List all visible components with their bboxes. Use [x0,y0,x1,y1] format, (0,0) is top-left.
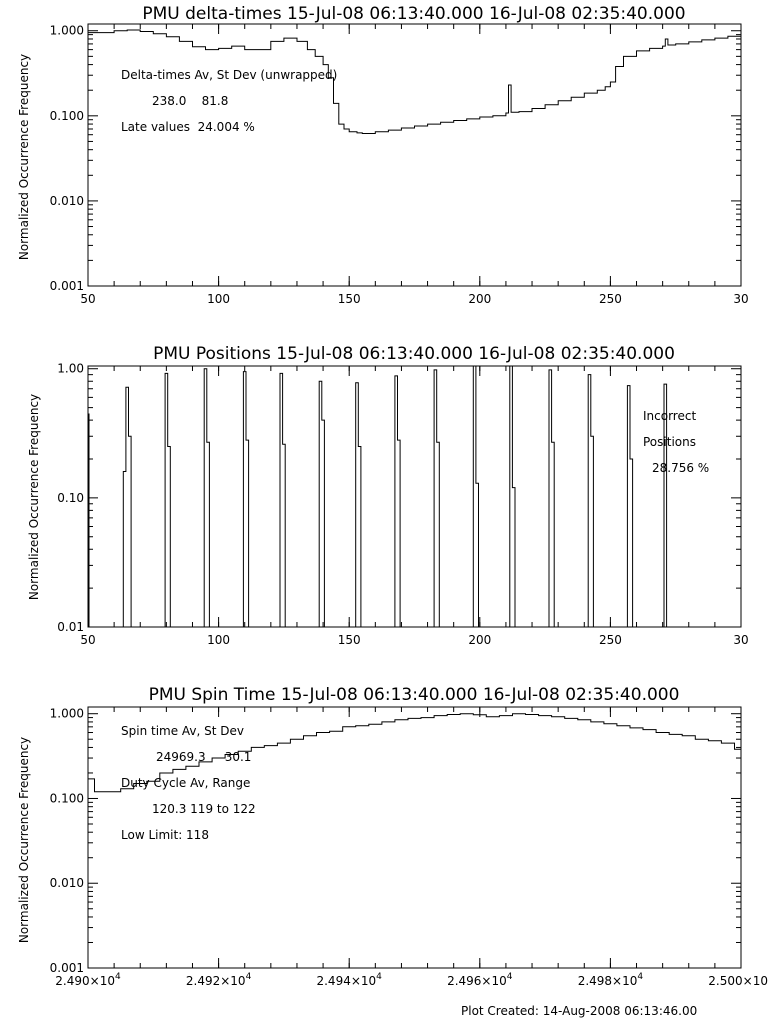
x-tick-label: $2.494\times 10^4$ [316,972,382,988]
plot-frame [88,366,741,627]
x-tick-label: 50 [80,633,96,647]
position-peak [317,381,325,627]
x-tick-label: $2.498\times 10^4$ [577,972,644,988]
annotation-line: Incorrect [643,409,697,423]
position-peak [353,383,361,627]
annotation-line: Spin time Av, St Dev [121,724,245,738]
annotation-line: 28.756 % [652,461,710,475]
chart-title: PMU delta-times 15-Jul-08 06:13:40.000 16-Jul-08 02:35:40.000 [142,4,686,24]
x-tick-label: 30 [733,633,749,647]
y-tick-label: 0.01 [57,620,84,634]
x-tick-label: 100 [207,633,231,647]
position-peak [163,373,171,627]
y-axis-label: Normalized Occurrence Frequency [27,393,41,601]
annotation-line: 24969.3 30.1 [156,750,252,764]
annotation-block [643,409,709,475]
position-peak [546,370,554,627]
y-tick-label: 0.001 [49,279,84,293]
y-axis-label: Normalized Occurrence Frequency [17,53,31,261]
y-tick-label: 0.100 [49,108,84,123]
annotation-line: 238.0 81.8 [152,94,229,108]
x-tick-label: 200 [468,292,492,306]
x-tick-label: 50 [80,292,96,306]
x-tick-label: $2.496\times 10^4$ [447,972,513,988]
position-peak [625,386,633,627]
delta-times-panel [17,4,749,306]
annotation-line: Low Limit: 118 [121,828,209,842]
x-tick-label: 250 [598,292,622,306]
y-tick-label: 0.100 [49,791,84,806]
annotation-block [121,68,337,134]
spin-time-panel [17,685,768,988]
annotation-line: Duty Cycle Av, Range [121,776,251,790]
x-tick-label: 250 [598,633,622,647]
annotation-line: Positions [643,435,696,449]
position-peak [471,366,479,627]
position-peak [586,375,594,627]
x-tick-label: 100 [207,292,231,306]
position-peak [392,376,400,627]
y-tick-label: 0.010 [49,876,84,891]
x-tick-label: $2.490\times 10^4$ [55,972,121,988]
position-peak [202,369,210,627]
edge-spike [89,414,91,627]
y-tick-label: 1.00 [57,361,84,376]
annotation-line: Delta-times Av, St Dev (unwrapped) [121,68,338,82]
y-tick-label: 1.000 [49,23,84,38]
x-tick-label: 200 [468,633,492,647]
position-peak [277,373,285,627]
y-axis-label: Normalized Occurrence Frequency [17,736,31,944]
x-tick-label: 150 [337,292,361,306]
x-tick-label: 150 [337,633,361,647]
x-tick-label: $2.492\times 10^4$ [185,972,252,988]
annotation-line: Late values 24.004 % [121,120,255,134]
position-peak [507,366,515,627]
position-peak [123,387,131,627]
x-tick-label: 2.500×10 [708,974,768,988]
chart-title: PMU Spin Time 15-Jul-08 06:13:40.000 16-Jul-08 02:35:40.000 [148,685,680,705]
x-tick-label: 30 [733,292,749,306]
position-peak [241,372,249,627]
y-tick-label: 1.000 [49,706,84,721]
annotation-line: 120.3 119 to 122 [152,802,256,816]
positions-panel [27,344,749,647]
position-peak [432,370,440,627]
y-tick-label: 0.10 [57,490,84,505]
chart-title: PMU Positions 15-Jul-08 06:13:40.000 16-Jul-08 02:35:40.000 [153,344,675,364]
plot-frame [88,24,741,286]
plot-created-footer: Plot Created: 14-Aug-2008 06:13:46.00 [461,1004,698,1018]
y-tick-label: 0.010 [49,193,84,208]
y-tick-label: 0.001 [49,961,84,975]
